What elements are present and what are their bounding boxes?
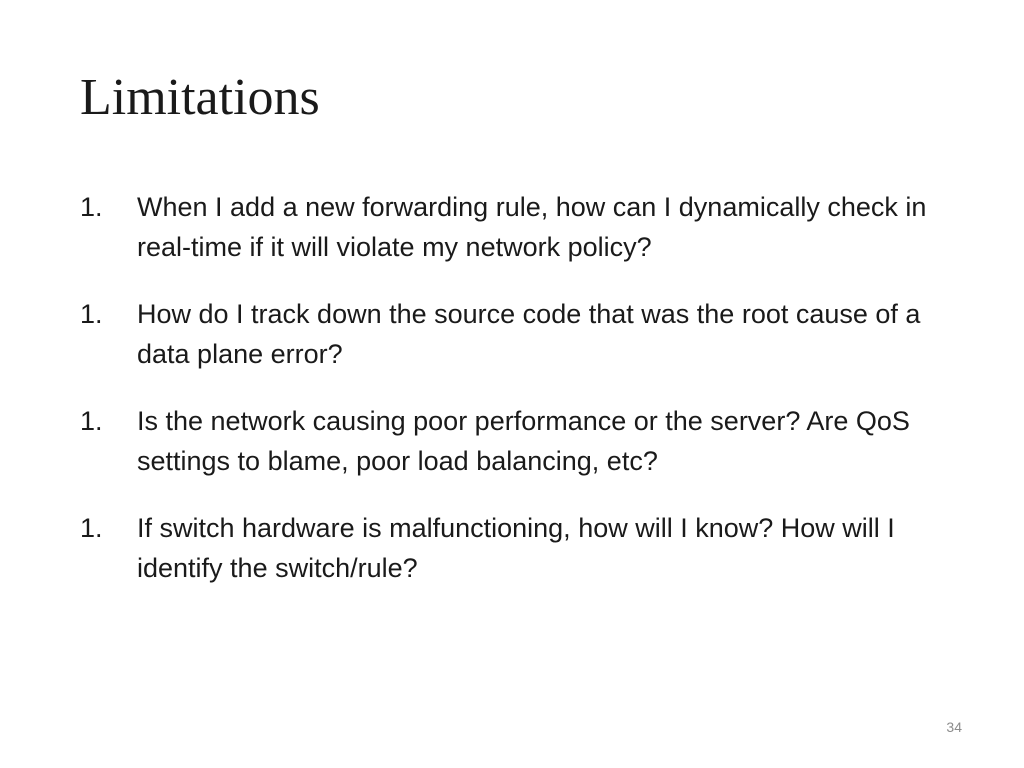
list-item-number: 1.: [80, 406, 103, 436]
list-item: [80, 187, 980, 267]
list-item-text: How do I track down the source code that was the root cause of a data plane error?: [137, 299, 921, 369]
list-item: [80, 508, 980, 588]
list-item-number: 1.: [80, 513, 103, 543]
list-item-number: 1.: [80, 192, 103, 222]
slide-title: Limitations: [80, 69, 320, 126]
list-item-text: Is the network causing poor performance or the server? Are QoS settings to blame, poor load balancing, etc?: [137, 406, 910, 476]
list-item-text: When I add a new forwarding rule, how can I dynamically check in real-time if it will violate my network policy?: [137, 192, 927, 262]
list-item: [80, 294, 980, 374]
question-list: [80, 187, 980, 615]
page-number: 34: [946, 719, 962, 735]
list-item-number: 1.: [80, 299, 103, 329]
list-item: [80, 401, 980, 481]
list-item-text: If switch hardware is malfunctioning, how will I know? How will I identify the switch/rule?: [137, 513, 895, 583]
